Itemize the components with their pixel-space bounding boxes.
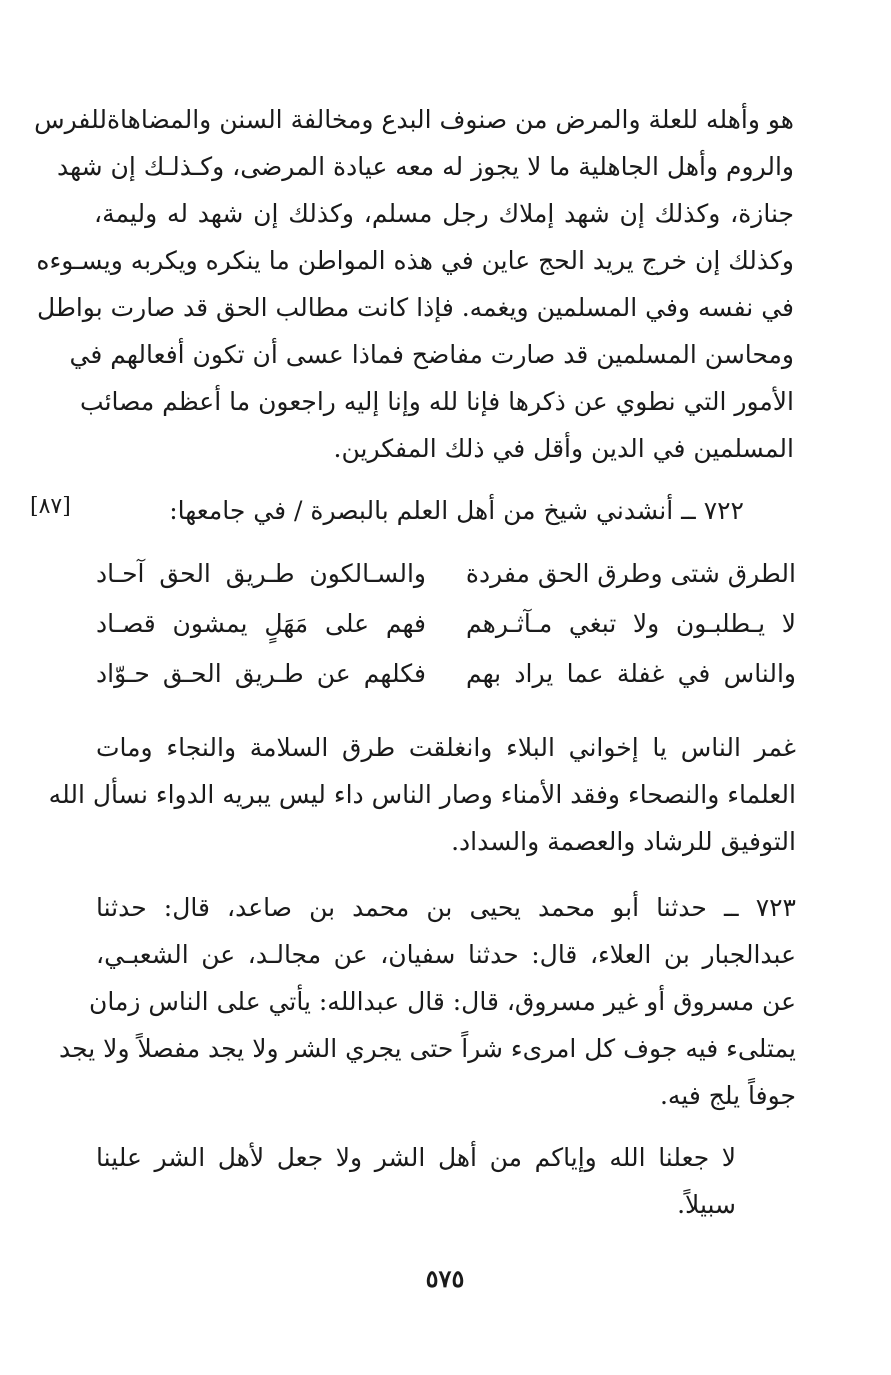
paragraph-3-line: عن مسروق أو غير مسروق، قال: قال عبدالله: يأتي على الناس زمان xyxy=(89,987,796,1016)
paragraph-1-line: المسلمين في الدين وأقل في ذلك المفكرين. xyxy=(333,434,794,463)
paragraph-1-line: في نفسه وفي المسلمين ويغمه. فإذا كانت مطالب الحق قد صارت بواطل xyxy=(37,293,794,322)
section-722-heading: ٧٢٢ ــ أنشدني شيخ من أهل العلم بالبصرة / في جامعها: xyxy=(169,496,744,525)
paragraph-1-line: الأمور التي نطوي عن ذكرها فإنا لله وإنا إليه راجعون ما أعظم مصائب xyxy=(80,387,794,416)
paragraph-2-line: التوفيق للرشاد والعصمة والسداد. xyxy=(451,827,796,856)
paragraph-1 xyxy=(34,96,794,472)
paragraph-2-line: غمر الناس يا إخواني البلاء وانغلقت طرق السلامة والنجاء ومات xyxy=(96,733,796,762)
page-marker: [٨٧] xyxy=(30,494,71,519)
verse-second-hemistich: فهم على مَهَلٍ يمشون قصـاد xyxy=(96,609,426,638)
paragraph-1-line: وكذلك إن خرج يريد الحج عاين في هذه المواطن ما ينكره ويكربه ويسـوءه xyxy=(36,246,794,275)
page-number: ٥٧٥ xyxy=(425,1264,465,1293)
verse-first-hemistich: لا يـطلبـون ولا تبغي مـآثـرهم xyxy=(466,609,796,638)
paragraph-2-line: العلماء والنصحاء وفقد الأمناء وصار الناس داء ليس يبريه الدواء نسأل الله xyxy=(48,780,796,809)
paragraph-3-line: يمتلىء فيه جوف كل امرىء شراً حتى يجري الشر ولا يجد مفصلاً ولا يجد xyxy=(59,1034,796,1063)
paragraph-1-line: هو وأهله للعلة والمرض من صنوف البدع ومخالفة السنن والمضاهاةللفرس xyxy=(34,105,794,134)
paragraph-3-line: عبدالجبار بن العلاء، قال: حدثنا سفيان، عن مجالـد، عن الشعبـي، xyxy=(96,940,796,969)
verse-second-hemistich: والسـالكون طـريق الحق آحـاد xyxy=(96,559,426,588)
paragraph-3-line: ٧٢٣ ــ حدثنا أبو محمد يحيى بن محمد بن صاعد، قال: حدثنا xyxy=(96,893,796,922)
paragraph-1-line: والروم وأهل الجاهلية ما لا يجوز له معه عيادة المرضى، وكـذلـك إن شهد xyxy=(56,152,794,181)
poem-verse xyxy=(96,548,796,600)
paragraph-2 xyxy=(48,724,796,865)
paragraph-3 xyxy=(59,884,796,1119)
verse-first-hemistich: الطرق شتى وطرق الحق مفردة xyxy=(465,559,796,588)
paragraph-3-line: جوفاً يلج فيه. xyxy=(659,1081,796,1110)
paragraph-1-line: ومحاسن المسلمين قد صارت مفاضح فماذا عسى أن تكون أفعالهم في xyxy=(69,340,794,369)
paragraph-4 xyxy=(96,1134,736,1228)
poem-verse xyxy=(96,648,796,700)
paragraph-4-line: لا جعلنا الله وإياكم من أهل الشر ولا جعل لأهل الشر علينا xyxy=(96,1143,736,1172)
verse-first-hemistich: والناس في غفلة عما يراد بهم xyxy=(466,659,796,688)
verse-second-hemistich: فكلهم عن طـريق الحـق حـوّاد xyxy=(96,659,426,688)
paragraph-1-line: جنازة، وكذلك إن شهد إملاك رجل مسلم، وكذلك إن شهد له وليمة، xyxy=(94,199,794,228)
paragraph-4-line: سبيلاً. xyxy=(677,1190,736,1219)
poem-verse xyxy=(96,598,796,650)
